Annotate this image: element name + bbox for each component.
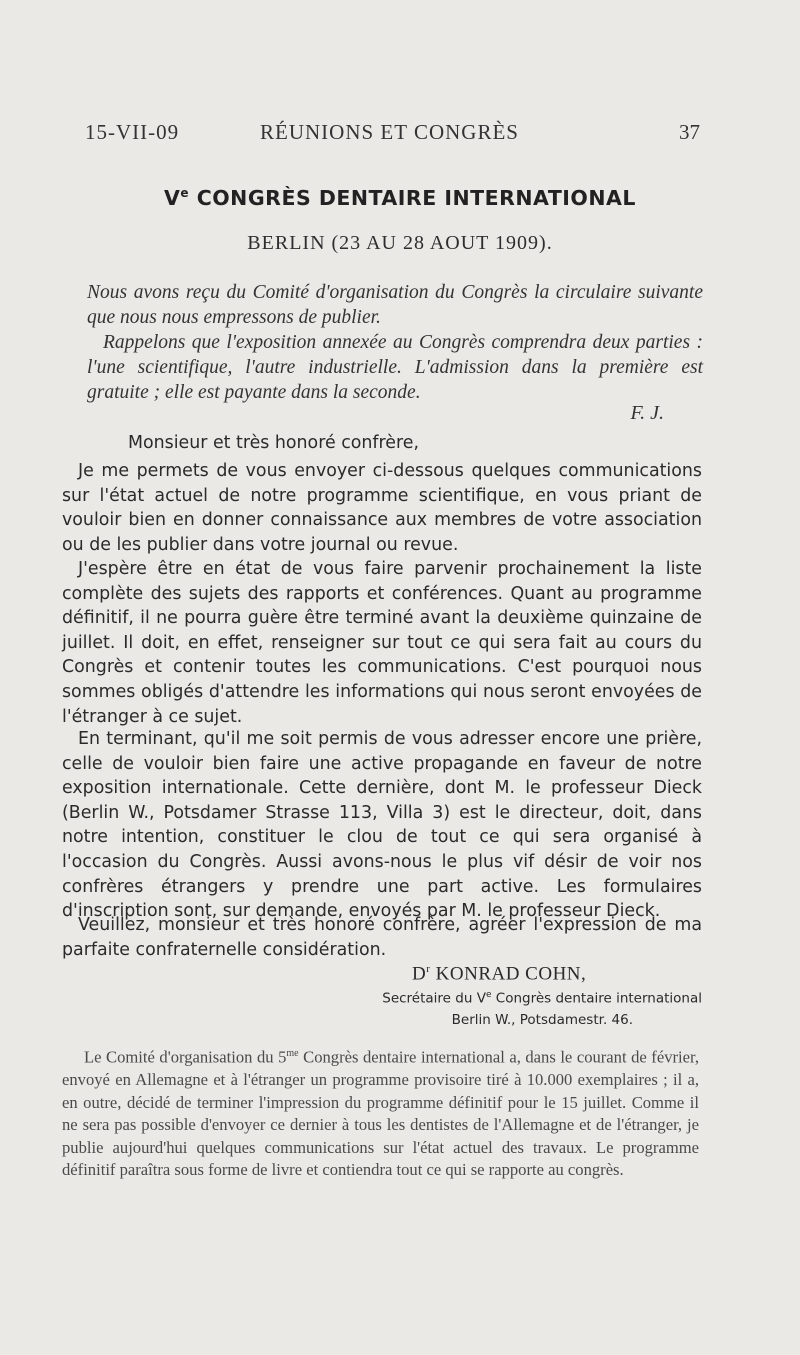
signature-title-sup: e [485, 990, 492, 1000]
header-section: RÉUNIONS ET CONGRÈS [260, 120, 519, 144]
article-subtitle: BERLIN (23 AU 28 AOUT 1909). [247, 232, 553, 254]
page-number: 37 [679, 120, 700, 144]
editor-note-1: Nous avons reçu du Comité d'organisation du Congrès la circulaire suivante que nous nous empressons de publier. [87, 282, 703, 328]
article-title [0, 186, 800, 210]
letter-paragraph-1: Je me permets de vous envoyer ci-dessous quelques communications sur l'état actuel de notre programme scientifique, en vous priant de vouloir bien en donner connaissance aux membres de votre association ou de les publier dans votre journal ou revue. [62, 461, 702, 555]
editor-initials: F. J. [630, 402, 664, 424]
letter-salutation: Monsieur et très honoré confrère, [128, 433, 420, 453]
closing-text-a: Le Comité d'organisation du 5 [84, 1047, 287, 1067]
signature-name [412, 963, 586, 985]
title-ordinal: V [164, 186, 181, 210]
letter-paragraph-3: En terminant, qu'il me soit permis de vous adresser encore une prière, celle de vouloir bien faire une active propagande en faveur de notre exposition internationale. Cette dernière, dont M. le professeur Dieck (Berlin W., Potsdamer Strasse 113, Villa 3) est le directeur, doit, dans notre intention, constituer le clou de tout ce qui sera organisé à l'occasion du Congrès. Aussi avons-nous le plus vif désir de voir nos confrères étrangers y prendre une part active. Les formulaires d'inscription sont, sur demande, envoyés par M. le professeur Dieck. [62, 729, 702, 922]
letter-paragraph-4: Veuillez, monsieur et très honoré confrère, agréer l'expression de ma parfaite confraternelle considération. [62, 915, 702, 960]
letter-paragraph-2: J'espère être en état de vous faire parvenir prochainement la liste complète des sujets des rapports et conférences. Quant au programme définitif, il ne pourra guère être terminé avant la deuxième quinzaine de juillet. Il doit, en effet, renseigner sur tout ce qui sera fait au cours du Congrès et contenir toutes les communications. C'est pourquoi nous sommes obligés d'attendre les informations qui nous seront envoyées de l'étranger à ce sujet. [62, 559, 702, 727]
closing-text-sup: me [286, 1048, 299, 1059]
header-date: 15-VII-09 [85, 120, 180, 144]
title-ordinal-sup: e [180, 186, 190, 201]
signature-prefix: D [412, 963, 427, 985]
signature-address: Berlin W., Potsdamestr. 46. [451, 1012, 633, 1028]
signature-title-b: Congrès dentaire international [491, 990, 702, 1007]
signature-title [382, 990, 702, 1007]
signature-surname: KONRAD COHN, [430, 963, 587, 985]
editor-note-2: Rappelons que l'exposition annexée au Congrès comprendra deux parties : l'une scientifique, l'autre industrielle. L'admission dans la première est gratuite ; elle est payante dans la seconde. [87, 332, 703, 403]
closing-paragraph [62, 1043, 699, 1182]
title-rest: CONGRÈS DENTAIRE INTERNATIONAL [189, 186, 636, 210]
running-header [85, 120, 700, 156]
closing-text-b: Congrès dentaire international a, dans le courant de février, envoyé en Allemagne et à l'étranger un programme provisoire tiré à 10.000 exemplaires ; il a, en outre, décidé de terminer l'impression du programme définitif pour le 15 juillet. Comme il ne sera pas possible d'envoyer ce dernier à tous les dentistes de l'Allemagne et de l'étranger, je publie aujourd'hui quelques communications sur l'état actuel des travaux. Le programme définitif paraîtra sous forme de livre et contiendra tout ce qui se rapporte au congrès. [62, 1047, 699, 1180]
signature-title-a: Secrétaire du V [382, 990, 486, 1007]
signature-prefix-sup: r [426, 963, 431, 975]
